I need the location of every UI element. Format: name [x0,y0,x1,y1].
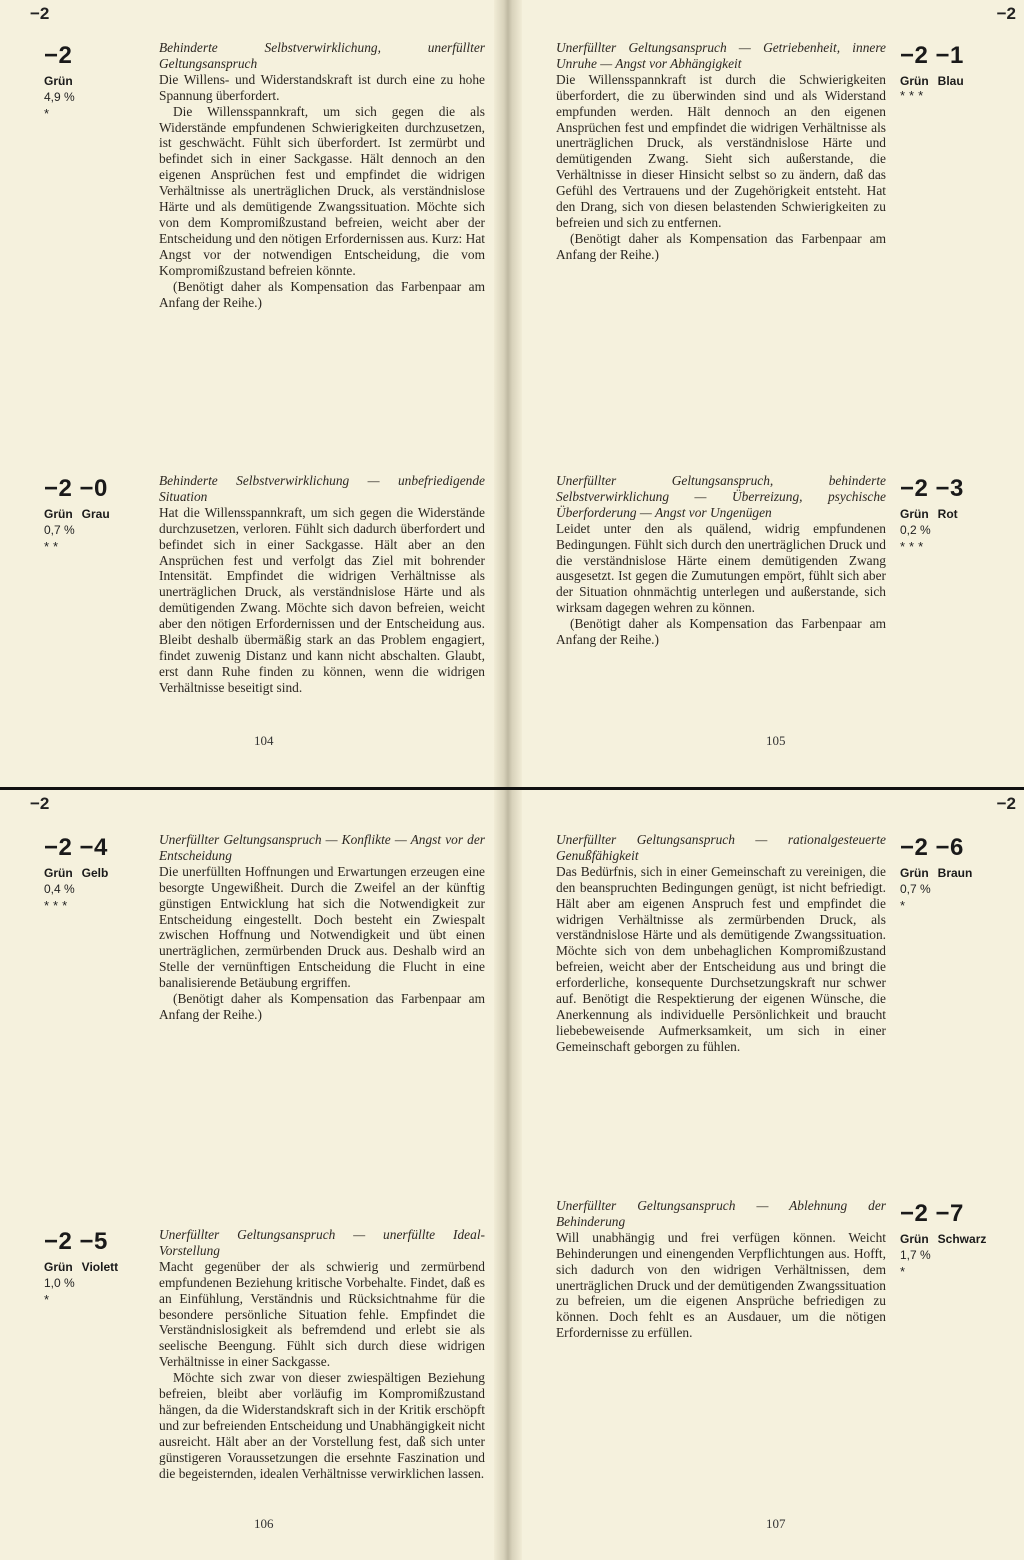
color-name: Grün [44,866,73,880]
color-name: Grün [900,1232,929,1246]
entry-code: −2 −3 [900,475,964,502]
running-head: −2 [30,794,50,813]
color-name: Schwarz [937,1232,987,1246]
color-name: Grün [44,74,73,88]
page-107 [522,790,1024,1560]
entry-stars: * [44,106,54,121]
page-105 [522,0,1024,787]
color-name: Gelb [81,866,109,880]
entry-stars: *** [44,898,72,913]
entry-title: Unerfüllter Geltungsanspruch — Konflikte — Angst vor der Entscheidung [159,832,485,863]
entry-title: Behinderte Selbstverwirklichung — unbefriedigende Situation [159,473,485,504]
running-head: −2 [996,4,1016,23]
color-name: Blau [937,74,964,88]
entry-text [556,832,886,1055]
book-gutter [494,790,522,1560]
color-name: Braun [937,866,973,880]
entry-code: −2 −0 [44,475,108,502]
spread-2 [0,787,1024,1560]
entry-title: Unerfüllter Geltungsanspruch — Getriebenheit, innere Unruhe — Angst vor Abhängigkeit [556,40,886,71]
color-name: Grün [900,507,929,521]
entry-colors [44,507,110,521]
running-head: −2 [996,794,1016,813]
entry-paragraph: Die Willens- und Widerstandskraft ist durch eine zu hohe Spannung überfordert. [159,71,485,103]
entry-stars: * [900,898,910,913]
color-name: Grau [81,507,110,521]
entry-paragraph: (Benötigt daher als Kompensation das Farbenpaar am Anfang der Reihe.) [159,991,485,1022]
entry-text [556,1198,886,1341]
entry-paragraph: (Benötigt daher als Kompensation das Farbenpaar am Anfang der Reihe.) [556,230,886,262]
entry-paragraph: Die Willensspannkraft ist durch die Schwierigkeiten überfordert, die zu überwinden sind und als Widerstand empfunden werden. Hält dennoch an den eigenen Ansprüchen fest und empfindet die widrigen Verhältnisse als unerträglichen Druck, als verständnislose Härte und demütigenden Zwang. Sieht sich außerstande, die Verhältnisse in dieser Hinsicht selbst so zu ändern, daß das Gefühl des Vertrauens und der Zugehörigkeit entsteht. Hat den Drang, sich von diesen belastenden Schwierigkeiten zu befreien und sich zu entfernen. [556,71,886,230]
color-name: Grün [900,74,929,88]
entry-colors [900,866,972,880]
entry-paragraph: Die unerfüllten Hoffnungen und Erwartungen erzeugen eine besorgte Ungewißheit. Durch die Zweifel an der künftig günstigen Entwicklung hat sich die Notwendigkeit zur Entscheidung eingestellt. Doch besteht ein Zwiespalt zwischen Hoffnung und Notwendigkeit und übt einen unerträglichen, zermürbenden Druck aus. Deshalb wird an Stelle der vernünftigen Entscheidung die Flucht in eine banalisierende Betäubung ergriffen. [159,863,485,991]
entry-paragraph: Hat die Willensspannkraft, um sich gegen die Widerstände durchzusetzen, verloren. Fühlt sich dadurch überfordert und befindet sich in einer Sackgasse. Hält aber an den Ansprüchen fest und verfolgt das Ziel mit bohrender Intensität. Empfindet die widrigen Verhältnisse als unerträglichen Druck, als verständnislose Härte und als demütigenden Zwang. Möchte sich davon befreien, weicht aber den nötigen Erfordernissen und der Entscheidung aus. Bleibt deshalb übermäßig stark an das Problem engagiert, findet zuwenig Distanz und kann nicht abschalten. Glaubt, erst dann Ruhe finden zu können, wenn die widrigen Verhältnisse beseitigt sind. [159,504,485,695]
entry-colors [44,866,108,880]
entry-colors [900,74,964,88]
entry-code: −2 −4 [44,834,108,861]
entry-code: −2 −6 [900,834,964,861]
entry-title: Unerfüllter Geltungsanspruch, behinderte Selbstverwirklichung — Überreizung, psychische Überforderung — Angst vor Ungenügen [556,473,886,520]
color-name: Rot [937,507,958,521]
entry-code: −2 −5 [44,1228,108,1255]
entry-code: −2 [44,42,73,69]
entry-percent: 1,0 % [44,1276,75,1290]
entry-text [159,832,485,1023]
entry-text [159,1227,485,1482]
entry-paragraph: (Benötigt daher als Kompensation das Farbenpaar am Anfang der Reihe.) [556,616,886,648]
entry-code: −2 −1 [900,42,964,69]
book-gutter [494,0,522,787]
entry-stars: * [900,1264,910,1279]
entry-stars: * [44,1292,54,1307]
entry-colors [44,1260,118,1274]
entry-text [556,40,886,263]
entry-percent: 4,9 % [44,90,75,104]
entry-title: Unerfüllter Geltungsanspruch — Ablehnung der Behinderung [556,1198,886,1229]
entry-text [556,473,886,648]
color-name: Grün [44,507,73,521]
entry-paragraph: Möchte sich zwar von dieser zwiespältigen Beziehung befreien, bleibt aber vorläufig im Kompromißzustand hängen, da die Widerstandskraft sich in der Kritik erschöpft und zur befreienden Entscheidung und Unabhängigkeit nicht ausreicht. Hält aber an der Vorstellung fest, daß sich unter günstigeren Voraussetzungen die ersehnte Faszination und die begeisternden, idealen Verhältnisse verwirklichen lassen. [159,1370,485,1481]
page-104 [0,0,494,787]
entry-text [159,40,485,310]
entry-stars: *** [900,539,928,554]
entry-paragraph: (Benötigt daher als Kompensation das Farbenpaar am Anfang der Reihe.) [159,278,485,310]
entry-paragraph: Leidet unter den als quälend, widrig empfundenen Bedingungen. Fühlt sich durch den unerträglichen Druck und die verständnislose Härte einem demütigenden Zwang ausgesetzt. Ist gegen die Zumutungen empört, fühlt sich aber der Situation ohnmächtig unterlegen und außerstande, sich wirksam dagegen wehren zu können. [556,520,886,616]
entry-title: Behinderte Selbstverwirklichung, unerfüllter Geltungsanspruch [159,40,485,71]
running-head: −2 [30,4,50,23]
entry-percent: 0,7 % [44,523,75,537]
entry-percent: 1,7 % [900,1248,931,1262]
entry-colors [900,507,958,521]
entry-title: Unerfüllter Geltungsanspruch — unerfüllte Ideal-Vorstellung [159,1227,485,1258]
entry-percent: 0,2 % [900,523,931,537]
entry-text [159,473,485,696]
entry-paragraph: Will unabhängig und frei verfügen können. Weicht Behinderungen und einengenden Verpflichtungen aus. Hofft, sich dadurch von den widrigen Verhältnissen, dem unerträglichen Druck und der demütigenden Zwangssituation zu befreien, um die eigenen Ansprüche befriedigen zu können. Doch fehlt es an Ausdauer, um die nötigen Erfordernisse zu erfüllen. [556,1229,886,1341]
entry-colors [900,1232,986,1246]
entry-stars: *** [900,88,928,103]
color-name: Violett [81,1260,119,1274]
entry-paragraph: Macht gegenüber der als schwierig und zermürbend empfundenen Beziehung kritische Vorbehalte. Findet, daß es an Einfühlung, Verständnis und Rücksichtnahme für die besondere persönliche Situation fehle. Empfindet die Verständnislosigkeit als befremdend und erlebt sie als seelische Beengung. Fühlt sich durch diese widrigen Verhältnisse in einer Sackgasse. [159,1258,485,1370]
entry-code: −2 −7 [900,1200,964,1227]
entry-percent: 0,7 % [900,882,931,896]
entry-stars: ** [44,539,63,554]
entry-paragraph: Die Willensspannkraft, um sich gegen die als Widerstände empfundenen Schwierigkeiten durchzusetzen, ist geschwächt. Fühlt sich überfordert. Ist zermürbt und befindet sich in einer Sackgasse. Hält dennoch an den eigenen Ansprüchen fest und empfindet die widrigen Verhältnisse als unerträglichen Druck, als verständnislose Härte und als demütigende Zwangssituation. Möchte sich von dem Kompromißzustand befreien, weicht aber der Entscheidung und den nötigen Erfordernissen aus. Kurz: Hat Angst vor der notwendigen Entscheidung, die vom Kompromißzustand befreien könnte. [159,103,485,278]
page-number: 106 [254,1516,274,1531]
color-name: Grün [44,1260,73,1274]
entry-paragraph: Das Bedürfnis, sich in einer Gemeinschaft zu vereinigen, die den beanspruchten Bedingungen genügt, ist nicht befriedigt. Hält aber am eigenen Anspruch fest und empfindet die widrigen Verhältnisse als zermürbenden Druck, als verständnislose Härte und als demütigende Zwangssituation. Möchte sich von dem unbehaglichen Kompromißzustand befreien, weicht aber der Entscheidung aus und bringt die erforderliche, konsequente Durchsetzungskraft nur schwer auf. Benötigt die Respektierung der eigenen Wünsche, die Anerkennung als individuelle Persönlichkeit und braucht liebebeweisende Aufmerksamkeit, um sich in einer Gemeinschaft geborgen zu fühlen. [556,863,886,1054]
page-number: 105 [766,733,786,748]
entry-title: Unerfüllter Geltungsanspruch — rationalgesteuerte Genußfähigkeit [556,832,886,863]
entry-colors [44,74,73,88]
entry-percent: 0,4 % [44,882,75,896]
page-number: 107 [766,1516,786,1531]
page-106 [0,790,494,1560]
page-number: 104 [254,733,274,748]
color-name: Grün [900,866,929,880]
